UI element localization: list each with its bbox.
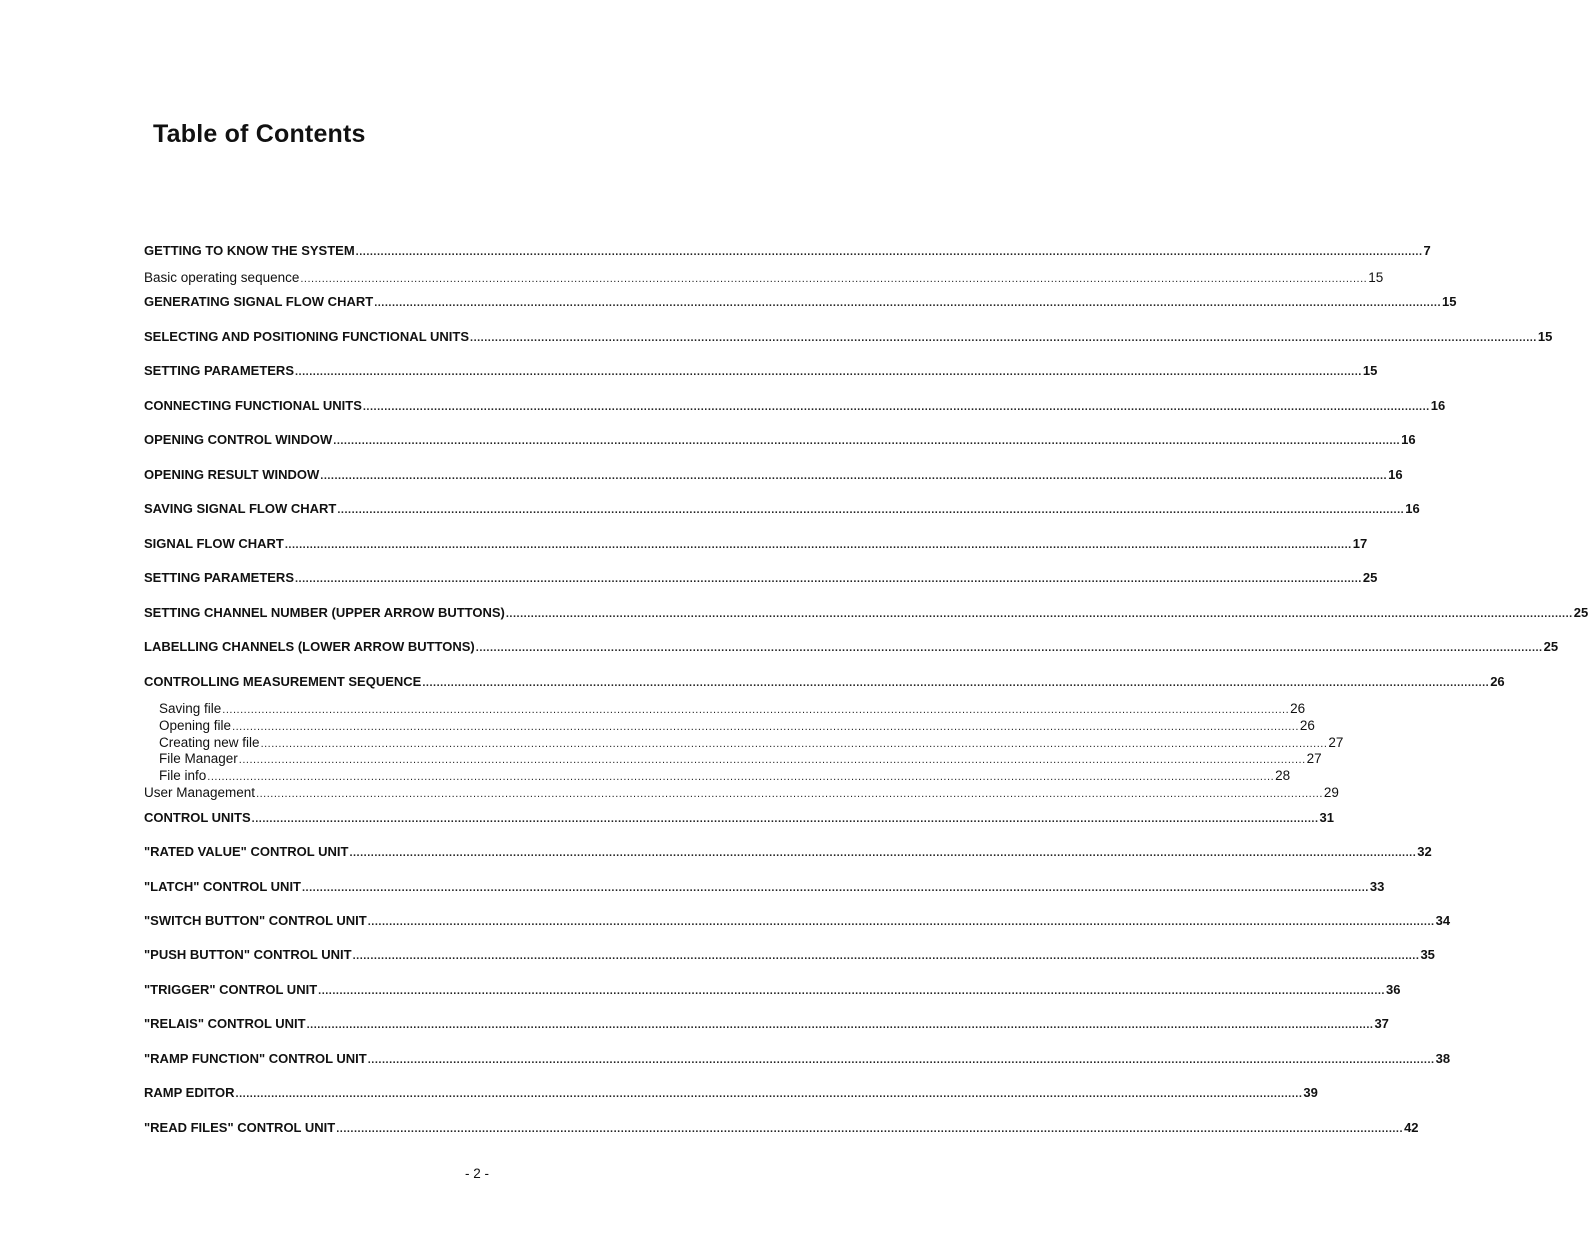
toc-entry-label: SETTING PARAMETERS	[144, 363, 294, 378]
dot-leader: ............................................................................................................................................................................................................................................................................................................	[320, 470, 1388, 482]
toc-entry-page: 25	[1362, 570, 1378, 585]
dot-leader: ............................................................................................................................................................................................................................................................................................................	[251, 813, 1319, 825]
toc-entry-label: "RAMP FUNCTION" CONTROL UNIT	[144, 1051, 367, 1066]
toc-entry-label: "RELAIS" CONTROL UNIT	[144, 1016, 306, 1031]
toc-entry-label: GENERATING SIGNAL FLOW CHART	[144, 294, 374, 309]
toc-entry-page: 15	[1442, 294, 1457, 309]
dot-leader: ............................................................................................................................................................................................................................................................................................................	[302, 882, 1369, 894]
dot-leader: ............................................................................................................................................................................................................................................................................................................	[222, 704, 1290, 716]
dot-leader: ............................................................................................................................................................................................................................................................................................................	[295, 366, 1362, 378]
toc-entry[interactable]	[144, 1085, 1318, 1102]
toc-entry-page: 31	[1319, 810, 1334, 825]
toc-entry-page: 27	[1306, 751, 1322, 766]
toc-entry-page: 15	[1537, 329, 1553, 344]
toc-entry[interactable]	[144, 432, 1416, 449]
toc-entry-label: "PUSH BUTTON" CONTROL UNIT	[144, 947, 352, 962]
toc-entry-label: File Manager	[159, 751, 238, 766]
toc-entry-label: Saving file	[159, 701, 222, 716]
dot-leader: ............................................................................................................................................................................................................................................................................................................	[333, 435, 1401, 447]
toc-entry-page: 25	[1573, 605, 1588, 620]
dot-leader: ............................................................................................................................................................................................................................................................................................................	[422, 677, 1490, 689]
toc-entry[interactable]	[144, 270, 1384, 287]
toc-entry-label: User Management	[144, 785, 256, 800]
toc-entry[interactable]	[159, 701, 1306, 718]
toc-entry[interactable]	[144, 639, 1559, 656]
toc-entry-page: 25	[1543, 639, 1559, 654]
toc-entry[interactable]	[144, 913, 1451, 930]
toc-entry-page: 27	[1328, 735, 1344, 750]
toc-entry-page: 15	[1368, 270, 1384, 285]
toc-entry[interactable]	[159, 768, 1291, 785]
toc-entry-label: SETTING CHANNEL NUMBER (UPPER ARROW BUTTONS)	[144, 605, 505, 620]
toc-entry-page: 29	[1323, 785, 1339, 800]
toc-entry-page: 33	[1369, 879, 1385, 894]
toc-entry[interactable]	[144, 570, 1378, 587]
toc-entry-label: OPENING CONTROL WINDOW	[144, 432, 333, 447]
dot-leader: ............................................................................................................................................................................................................................................................................................................	[505, 608, 1573, 620]
toc-entry[interactable]	[144, 844, 1432, 861]
toc-entry[interactable]	[144, 810, 1334, 827]
toc-entry[interactable]	[159, 718, 1315, 735]
toc-entry-label: CONTROL UNITS	[144, 810, 251, 825]
toc-entry-page: 26	[1299, 718, 1315, 733]
toc-entry[interactable]	[144, 1120, 1419, 1137]
toc-entry-label: "LATCH" CONTROL UNIT	[144, 879, 301, 894]
dot-leader: ............................................................................................................................................................................................................................................................................................................	[232, 721, 1299, 733]
toc-entry[interactable]	[144, 674, 1505, 691]
dot-leader: ............................................................................................................................................................................................................................................................................................................	[374, 297, 1442, 309]
toc-entry-page: 36	[1386, 982, 1401, 997]
dot-leader: ............................................................................................................................................................................................................................................................................................................	[475, 642, 1543, 654]
toc-entry[interactable]	[144, 329, 1553, 346]
toc-entry-label: File info	[159, 768, 207, 783]
dot-leader: ............................................................................................................................................................................................................................................................................................................	[355, 246, 1423, 258]
toc-entry-label: SETTING PARAMETERS	[144, 570, 294, 585]
toc-entry-page: 28	[1275, 768, 1291, 783]
dot-leader: ............................................................................................................................................................................................................................................................................................................	[238, 754, 1306, 766]
dot-leader: ............................................................................................................................................................................................................................................................................................................	[367, 916, 1435, 928]
toc-entry-label: SELECTING AND POSITIONING FUNCTIONAL UNITS	[144, 329, 470, 344]
toc-entry[interactable]	[144, 879, 1385, 896]
dot-leader: ............................................................................................................................................................................................................................................................................................................	[295, 573, 1362, 585]
toc-entry[interactable]	[144, 605, 1588, 622]
dot-leader: ............................................................................................................................................................................................................................................................................................................	[470, 332, 1537, 344]
toc-entry[interactable]	[144, 398, 1446, 415]
toc-entry[interactable]	[144, 536, 1368, 553]
dot-leader: ............................................................................................................................................................................................................................................................................................................	[349, 847, 1417, 859]
toc-entry-label: CONTROLLING MEASUREMENT SEQUENCE	[144, 674, 422, 689]
dot-leader: ............................................................................................................................................................................................................................................................................................................	[362, 401, 1430, 413]
toc-entry-page: 35	[1420, 947, 1435, 962]
dot-leader: ............................................................................................................................................................................................................................................................................................................	[367, 1054, 1435, 1066]
toc-entry-label: LABELLING CHANNELS (LOWER ARROW BUTTONS)	[144, 639, 475, 654]
toc-entry-label: Opening file	[159, 718, 232, 733]
toc-entry-page: 32	[1417, 844, 1432, 859]
dot-leader: ............................................................................................................................................................................................................................................................................................................	[336, 1123, 1404, 1135]
dot-leader: ............................................................................................................................................................................................................................................................................................................	[256, 788, 1323, 800]
page-title: Table of Contents	[153, 120, 366, 148]
toc-entry[interactable]	[144, 294, 1457, 311]
toc-entry-label: "READ FILES" CONTROL UNIT	[144, 1120, 336, 1135]
dot-leader: ............................................................................................................................................................................................................................................................................................................	[337, 504, 1405, 516]
toc-entry-page: 39	[1303, 1085, 1318, 1100]
toc-entry-label: "TRIGGER" CONTROL UNIT	[144, 982, 318, 997]
toc-entry[interactable]	[144, 243, 1431, 260]
toc-entry-page: 16	[1401, 432, 1416, 447]
toc-entry-label: Creating new file	[159, 735, 260, 750]
dot-leader: ............................................................................................................................................................................................................................................................................................................	[207, 771, 1275, 783]
toc-entry[interactable]	[144, 947, 1435, 964]
dot-leader: ............................................................................................................................................................................................................................................................................................................	[352, 950, 1420, 962]
dot-leader: ............................................................................................................................................................................................................................................................................................................	[235, 1088, 1303, 1100]
toc-entry-label: SAVING SIGNAL FLOW CHART	[144, 501, 337, 516]
toc-entry-label: OPENING RESULT WINDOW	[144, 467, 320, 482]
toc-entry[interactable]	[144, 982, 1401, 999]
toc-entry[interactable]	[144, 1051, 1451, 1068]
toc-entry-page: 7	[1423, 243, 1431, 258]
toc-entry-page: 16	[1388, 467, 1403, 482]
toc-entry-page: 15	[1362, 363, 1378, 378]
toc-entry-page: 42	[1404, 1120, 1419, 1135]
toc-entry[interactable]	[144, 501, 1420, 518]
toc-entry-page: 17	[1352, 536, 1368, 551]
toc-entry-label: GETTING TO KNOW THE SYSTEM	[144, 243, 355, 258]
toc-entry[interactable]	[159, 735, 1344, 752]
toc-entry-page: 26	[1290, 701, 1306, 716]
toc-entry-page: 34	[1435, 913, 1451, 928]
dot-leader: ............................................................................................................................................................................................................................................................................................................	[318, 985, 1385, 997]
toc-entry-label: "SWITCH BUTTON" CONTROL UNIT	[144, 913, 367, 928]
toc-entry-page: 37	[1374, 1016, 1389, 1031]
toc-entry[interactable]	[144, 1016, 1389, 1033]
toc-entry-page: 38	[1435, 1051, 1451, 1066]
dot-leader: ............................................................................................................................................................................................................................................................................................................	[260, 738, 1328, 750]
toc-entry-label: CONNECTING FUNCTIONAL UNITS	[144, 398, 362, 413]
dot-leader: ............................................................................................................................................................................................................................................................................................................	[284, 539, 1352, 551]
toc-entry[interactable]	[159, 751, 1322, 768]
toc-entry[interactable]	[144, 785, 1339, 802]
toc-entry-label: Basic operating sequence	[144, 270, 300, 285]
dot-leader: ............................................................................................................................................................................................................................................................................................................	[306, 1019, 1374, 1031]
toc-entry-label: "RATED VALUE" CONTROL UNIT	[144, 844, 349, 859]
toc-entry-page: 26	[1490, 674, 1505, 689]
toc-entry-label: RAMP EDITOR	[144, 1085, 235, 1100]
toc-entry-page: 16	[1405, 501, 1420, 516]
page-number: - 2 -	[464, 1166, 489, 1181]
toc-entry[interactable]	[144, 363, 1378, 380]
toc-entry[interactable]	[144, 467, 1403, 484]
toc-entry-label: SIGNAL FLOW CHART	[144, 536, 284, 551]
dot-leader: ............................................................................................................................................................................................................................................................................................................	[300, 273, 1368, 285]
toc-entry-page: 16	[1430, 398, 1446, 413]
